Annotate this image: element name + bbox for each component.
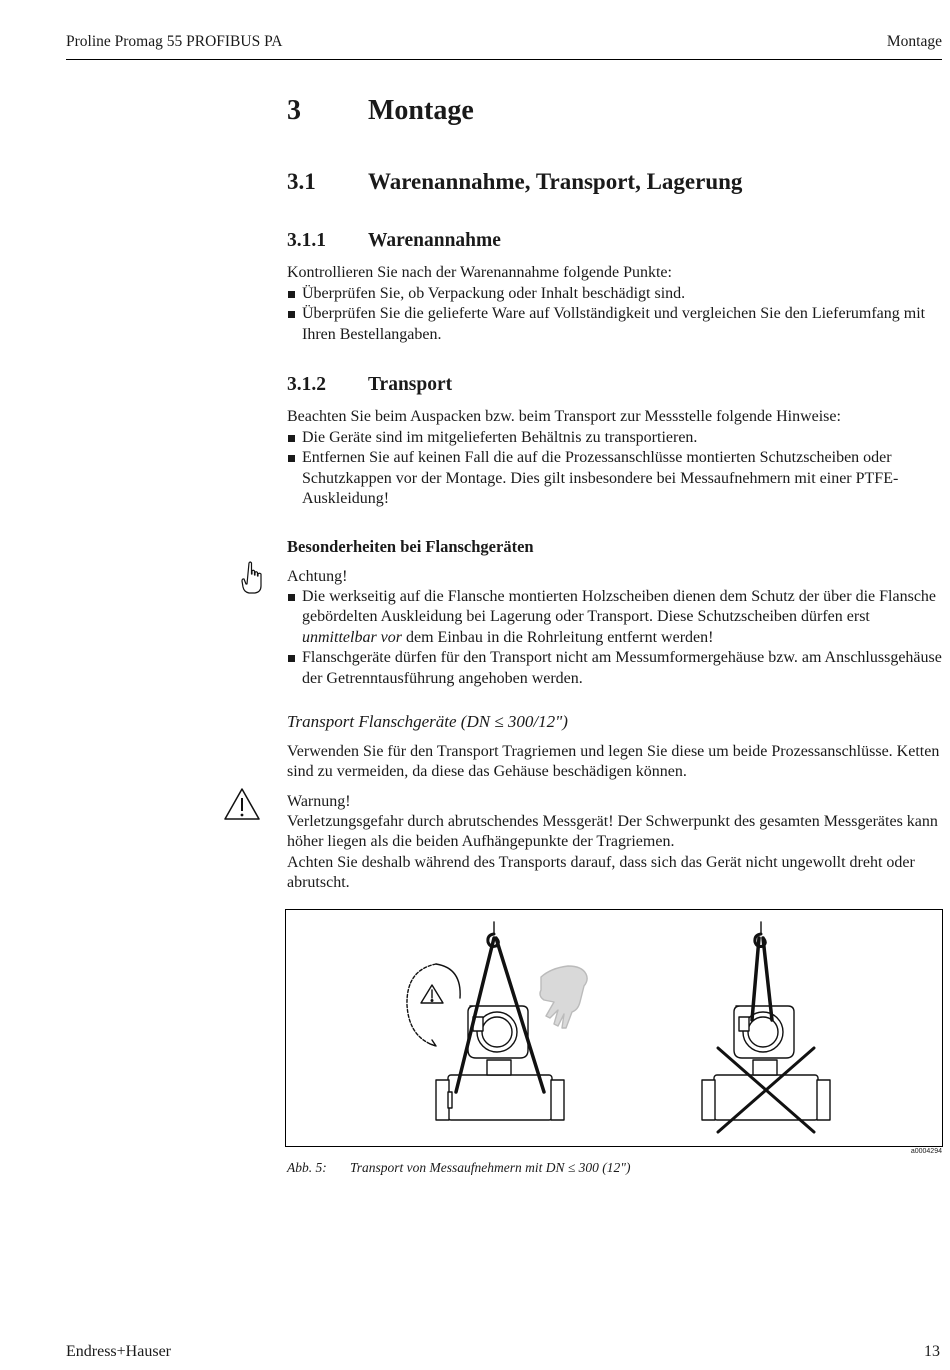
section-number: 3.1 (287, 169, 316, 194)
section-heading (287, 169, 942, 199)
caution-label: Achtung! (287, 568, 348, 585)
list-item: Die Geräte sind im mitgelieferten Behältnis zu transportieren. (287, 428, 942, 448)
flange-list (287, 587, 942, 689)
warenannahme-intro: Kontrollieren Sie nach der Warenannahme folgende Punkte: (287, 264, 672, 281)
subsection-number: 3.1.1 (287, 230, 326, 251)
list-item: Entfernen Sie auf keinen Fall die auf die Prozessanschlüsse montierten Schutzscheiben oder Schutzkappen vor der Montage. Dies gilt insbesondere bei Messaufnehmern mit einer PTFE-Auskleidung! (287, 448, 942, 509)
warning-triangle-icon (222, 786, 262, 827)
warning-text-2: Achten Sie deshalb während des Transports darauf, dass sich das Gerät nicht ungewollt dreht oder abrutscht. (287, 854, 915, 892)
footer-company: Endress+Hauser (66, 1343, 171, 1360)
caution-hand-icon (240, 560, 264, 601)
list-item-text: Die werkseitig auf die Flansche montierten Holzscheiben dienen dem Schutz der über die Flansche gebördelten Auskleidung bei Lagerung oder Transport. Diese Schutzscheiben dürfen erst (302, 588, 937, 626)
chapter-title: Montage (368, 95, 474, 126)
caption-text: Transport von Messaufnehmern mit DN ≤ 300 (12") (350, 1160, 631, 1175)
list-item (287, 587, 942, 648)
figure-id: a0004294 (910, 1148, 942, 1155)
emphasis-text: unmittelbar vor (302, 628, 402, 646)
page-number: 13 (924, 1343, 940, 1360)
transport-figure (285, 909, 943, 1147)
subsection-number: 3.1.2 (287, 374, 326, 395)
chapter-number: 3 (287, 95, 301, 126)
warning-text: Verletzungsgefahr durch abrutschendes Messgerät! Der Schwerpunkt des gesamten Messgerätes kann höher liegen als die beiden Aufhängepunkte der Tragriemen. (287, 813, 938, 851)
transport-intro: Beachten Sie beim Auspacken bzw. beim Transport zur Messstelle folgende Hinweise: (287, 408, 841, 425)
subsection-heading-transport (287, 374, 942, 398)
caption-label: Abb. 5: (287, 1160, 327, 1175)
warenannahme-list (287, 284, 942, 345)
transport-list (287, 428, 942, 510)
subsection-heading-warenannahme (287, 230, 942, 254)
subsection-title: Transport (368, 374, 453, 395)
list-item: Flanschgeräte dürfen für den Transport nicht am Messumformergehäuse bzw. am Anschlussgehäuse der Getrenntausführung angehoben werden. (287, 648, 942, 689)
list-item-text: dem Einbau in die Rohrleitung entfernt werden! (402, 628, 714, 646)
header-product-name: Proline Promag 55 PROFIBUS PA (66, 33, 283, 50)
subsection-title: Warenannahme (368, 230, 501, 251)
warning-label: Warnung! (287, 793, 351, 810)
header-chapter-name: Montage (886, 33, 942, 50)
section-title: Warenannahme, Transport, Lagerung (368, 169, 743, 194)
transport-illustration (286, 910, 942, 1146)
list-item: Überprüfen Sie die gelieferte Ware auf Vollständigkeit und vergleichen Sie den Lieferumfang mit Ihren Bestellangaben. (287, 304, 942, 345)
list-item: Überprüfen Sie, ob Verpackung oder Inhalt beschädigt sind. (287, 284, 942, 304)
chapter-heading (287, 95, 942, 131)
transport-flange-heading: Transport Flanschgeräte (DN ≤ 300/12") (287, 712, 568, 731)
transport-flange-text: Verwenden Sie für den Transport Tragriemen und legen Sie diese um beide Prozessanschlüsse. Ketten sind zu vermeiden, da diese das Gehäuse beschädigen können. (287, 743, 940, 781)
page-header (66, 33, 942, 60)
flange-heading: Besonderheiten bei Flanschgeräten (287, 537, 534, 556)
